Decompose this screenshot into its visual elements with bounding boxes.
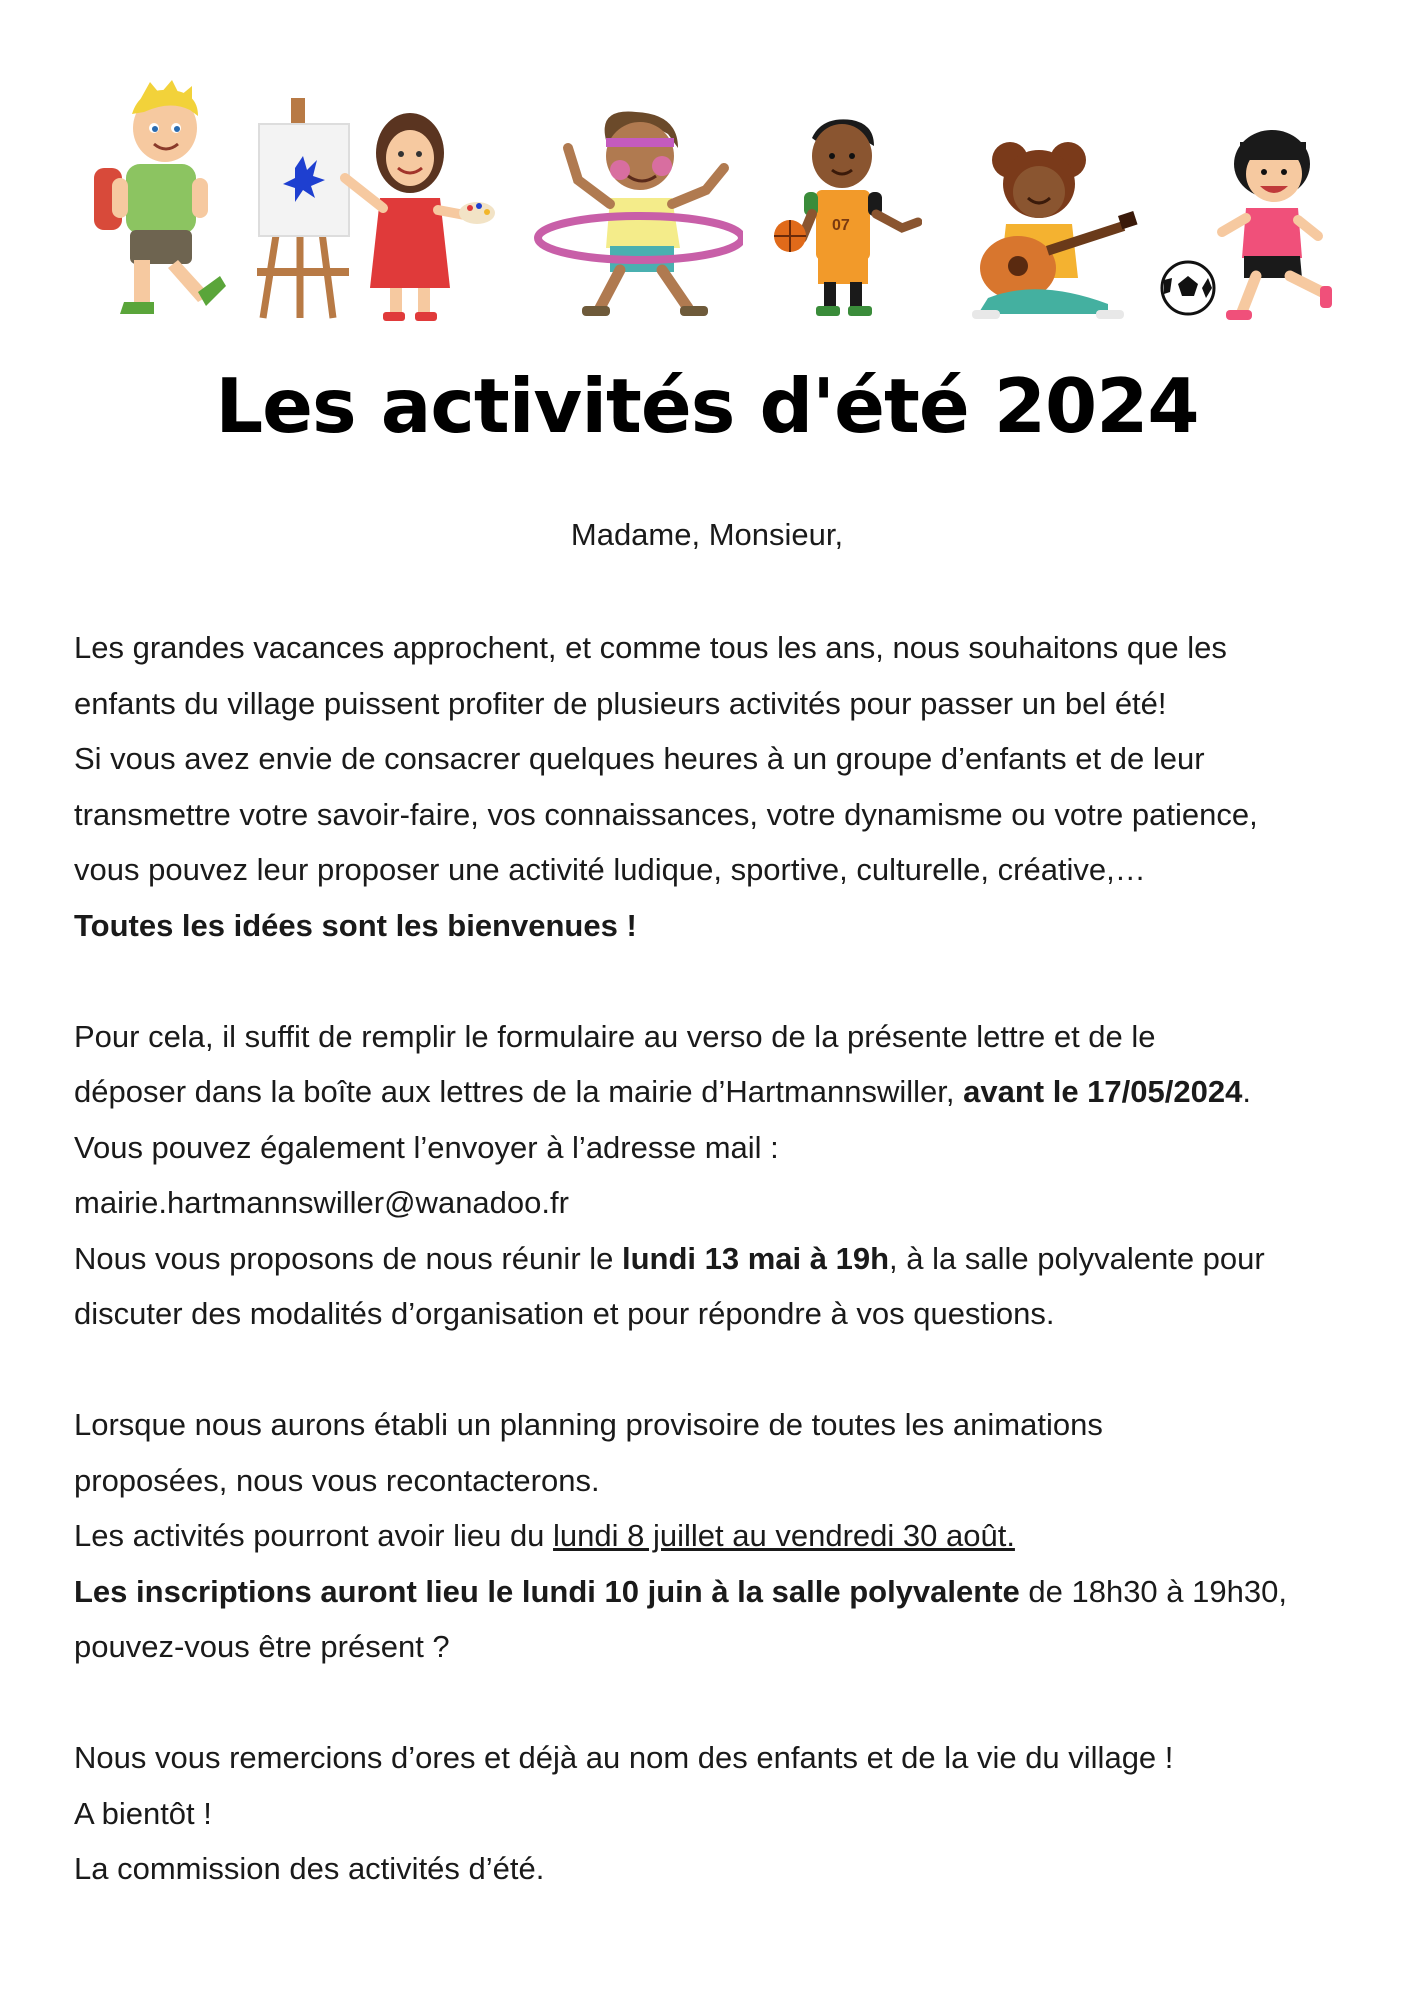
activity-period: lundi 8 juillet au vendredi 30 août. (553, 1518, 1015, 1553)
header-illustrations (0, 0, 1414, 360)
text-segment: Les activités pourront avoir lieu du (74, 1518, 554, 1553)
text-line: transmettre votre savoir-faire, vos connaissances, votre dynamisme ou votre patience, (74, 796, 1258, 832)
text-line (74, 1231, 1364, 1287)
text-segment: , à la salle polyvalente pour (889, 1240, 1265, 1276)
text-line: Nous vous remercions d’ores et déjà au nom des enfants et de la vie du village ! (74, 1740, 1174, 1775)
paragraph-schedule (74, 1397, 1364, 1675)
paragraph-instructions (74, 1009, 1364, 1342)
girl-painter-illustration (255, 98, 495, 323)
text-segment: de 18h30 à 19h30, (1019, 1573, 1287, 1609)
text-line: Lorsque nous aurons établi un planning provisoire de toutes les animations (74, 1407, 1103, 1442)
text-segment: . (1242, 1074, 1251, 1109)
deadline-date: avant le 17/05/2024 (963, 1074, 1243, 1109)
page-title: Les activités d'été 2024 (215, 362, 1199, 450)
text-line: Les grandes vacances approchent, et comme tous les ans, nous souhaitons que les (74, 630, 1227, 665)
girl-guitar-illustration (958, 138, 1138, 323)
text-line: pouvez-vous être présent ? (74, 1629, 450, 1664)
text-line: A bientôt ! (74, 1795, 212, 1831)
text-line: Vous pouvez également l’envoyer à l’adresse mail : (74, 1129, 779, 1165)
text-segment: Nous vous proposons de nous réunir le (74, 1240, 622, 1276)
text-line: Si vous avez envie de consacrer quelques heures à un groupe d’enfants et de leur (74, 741, 1205, 776)
greeting: Madame, Monsieur, (570, 517, 844, 552)
ideas-welcome-text: Toutes les idées sont les bienvenues ! (74, 907, 637, 943)
text-line (74, 1064, 1364, 1120)
boy-basketball-illustration (772, 118, 922, 323)
text-segment: déposer dans la boîte aux lettres de la mairie d’Hartmannswiller, (74, 1074, 964, 1109)
letter-body (74, 620, 1364, 1952)
girl-soccer-illustration (1160, 128, 1335, 328)
text-line: vous pouvez leur proposer une activité ludique, sportive, culturelle, créative,… (74, 852, 1146, 887)
text-line (74, 1508, 1364, 1564)
meeting-date: lundi 13 mai à 19h (622, 1240, 890, 1276)
paragraph-invitation (74, 620, 1364, 953)
text-line: Pour cela, il suffit de remplir le formulaire au verso de la présente lettre et de le (74, 1018, 1156, 1054)
email-address: mairie.hartmannswiller@wanadoo.fr (74, 1185, 569, 1220)
boy-backpack-illustration (80, 80, 230, 325)
text-line: enfants du village puissent profiter de plusieurs activités pour passer un bel été! (74, 685, 1167, 721)
signature: La commission des activités d’été. (74, 1851, 545, 1886)
text-line (74, 1564, 1364, 1620)
registration-info: Les inscriptions auront lieu le lundi 10 juin à la salle polyvalente (74, 1573, 1020, 1609)
kid-hula-hoop-illustration (528, 108, 743, 323)
jersey-number: 07 (832, 217, 850, 234)
paragraph-closing (74, 1730, 1364, 1897)
text-line: discuter des modalités d’organisation et pour répondre à vos questions. (74, 1296, 1055, 1331)
text-line: proposées, nous vous recontacterons. (74, 1462, 600, 1498)
